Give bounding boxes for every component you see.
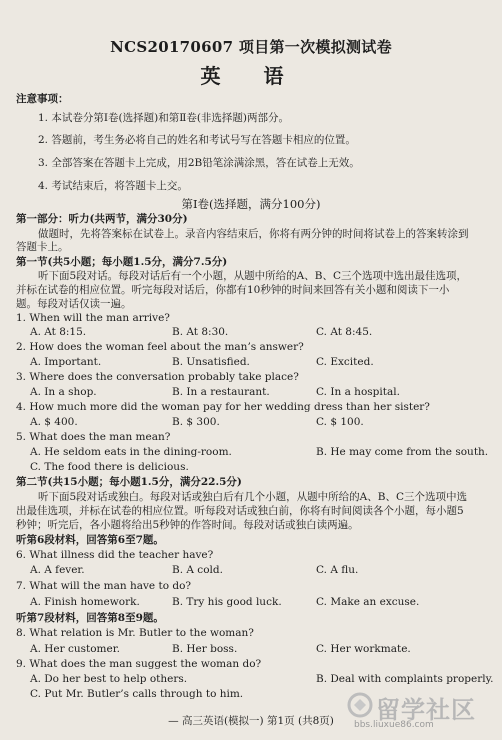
- option-a: A. Do her best to help others.: [30, 673, 188, 685]
- option-b: B. He may come from the south.: [316, 446, 489, 458]
- option-c: C. Put Mr. Butler’s calls through to him.: [30, 688, 244, 700]
- option-b: B. In a restaurant.: [172, 386, 270, 398]
- notice-item: 3. 全部答案在答题卡上完成，用2B铅笔涂满涂黑，答在试卷上无效。: [38, 157, 360, 169]
- option-c: C. $ 100.: [316, 416, 364, 428]
- question-stem: 1. When will the man arrive?: [16, 312, 170, 324]
- option-a: A. Finish homework.: [30, 596, 140, 608]
- option-b: B. $ 300.: [172, 416, 220, 428]
- option-b: B. At 8:30.: [172, 326, 229, 338]
- section1-instruction-line: 听下面5段对话。每段对话后有一个小题，从题中所给的A、B、C三个选项中选出最佳选项，: [38, 270, 468, 282]
- material-heading: 听第6段材料，回答第6至7题。: [16, 534, 164, 546]
- option-c: C. Her workmate.: [316, 643, 411, 655]
- section2-heading: 第二节(共15小题；每小题1.5分，满分22.5分): [16, 476, 242, 488]
- part1-intro-line: 做题时，先将答案标在试卷上。录音内容结束后，你将有两分钟的时间将试卷上的答案转涂到: [38, 228, 469, 240]
- option-c: C. A flu.: [316, 564, 359, 576]
- notice-item: 1. 本试卷分第Ⅰ卷(选择题)和第Ⅱ卷(非选择题)两部分。: [38, 112, 290, 124]
- notice-item: 4. 考试结束后，将答题卡上交。: [38, 180, 188, 192]
- option-c: C. In a hospital.: [316, 386, 400, 398]
- section2-instruction-line: 秒钟；听完后，各小题将给出5秒钟的作答时间。每段对话或独白读两遍。: [16, 519, 359, 531]
- question-stem: 4. How much more did the woman pay for her wedding dress than her sister?: [16, 401, 430, 413]
- watermark-logo-icon: [346, 692, 374, 718]
- section1-instruction-line: 题。每段对话仅读一遍。: [16, 298, 132, 310]
- notice-item: 2. 答题前，考生务必将自己的姓名和考试号写在答题卡相应的位置。: [38, 134, 356, 146]
- option-a: A. He seldom eats in the dining-room.: [30, 446, 232, 458]
- option-b: B. Deal with complaints properly.: [316, 673, 494, 685]
- subject-title: 英 语: [200, 64, 302, 88]
- watermark-url: bbs.liuxue86.com: [354, 720, 434, 730]
- option-a: A. In a shop.: [30, 386, 97, 398]
- option-a: A. $ 400.: [30, 416, 78, 428]
- option-c: C. Excited.: [316, 356, 374, 368]
- section2-instruction-line: 出最佳选项，并标在试卷的相应位置。听每段对话或独白前，你将有时间阅读各个小题，每小题5: [16, 505, 464, 517]
- option-b: B. Her boss.: [172, 643, 238, 655]
- option-a: A. Important.: [30, 356, 102, 368]
- option-c: C. The food there is delicious.: [30, 461, 189, 473]
- part1-heading: 第一部分：听力(共两节，满分30分): [16, 213, 188, 225]
- part1-intro-line: 答题卡上。: [16, 241, 69, 253]
- notice-heading: 注意事项：: [16, 93, 69, 105]
- watermark-text: 留学社区: [376, 696, 476, 724]
- section2-instruction-line: 听下面5段对话或独白。每段对话或独白后有几个小题，从题中所给的A、B、C三个选项中选: [38, 491, 468, 503]
- section1-instruction-line: 并标在试卷的相应位置。听完每段对话后，你都有10秒钟的时间来回答有关小题和阅读下一小: [16, 284, 450, 296]
- question-stem: 3. Where does the conversation probably take place?: [16, 371, 299, 383]
- question-stem: 5. What does the man mean?: [16, 431, 171, 443]
- material-heading: 听第7段材料，回答第8至9题。: [16, 612, 164, 624]
- option-b: B. A cold.: [172, 564, 223, 576]
- option-c: C. Make an excuse.: [316, 596, 420, 608]
- question-stem: 8. What relation is Mr. Butler to the woman?: [16, 627, 254, 639]
- question-stem: 9. What does the man suggest the woman do?: [16, 658, 262, 670]
- option-c: C. At 8:45.: [316, 326, 373, 338]
- volume-title: 第Ⅰ卷(选择题，满分100分): [181, 197, 321, 211]
- option-a: A. Her customer.: [30, 643, 120, 655]
- section1-heading: 第一节(共5小题；每小题1.5分，满分7.5分): [16, 256, 228, 268]
- exam-title: NCS20170607 项目第一次模拟测试卷: [110, 38, 392, 56]
- option-b: B. Try his good luck.: [172, 596, 282, 608]
- question-stem: 7. What will the man have to do?: [16, 580, 192, 592]
- option-a: A. At 8:15.: [30, 326, 87, 338]
- question-stem: 2. How does the woman feel about the man’s answer?: [16, 341, 304, 353]
- page-footer: — 高三英语(模拟一) 第1页 (共8页): [168, 715, 334, 727]
- watermark: [340, 690, 490, 734]
- option-b: B. Unsatisfied.: [172, 356, 250, 368]
- question-stem: 6. What illness did the teacher have?: [16, 549, 214, 561]
- option-a: A. A fever.: [30, 564, 85, 576]
